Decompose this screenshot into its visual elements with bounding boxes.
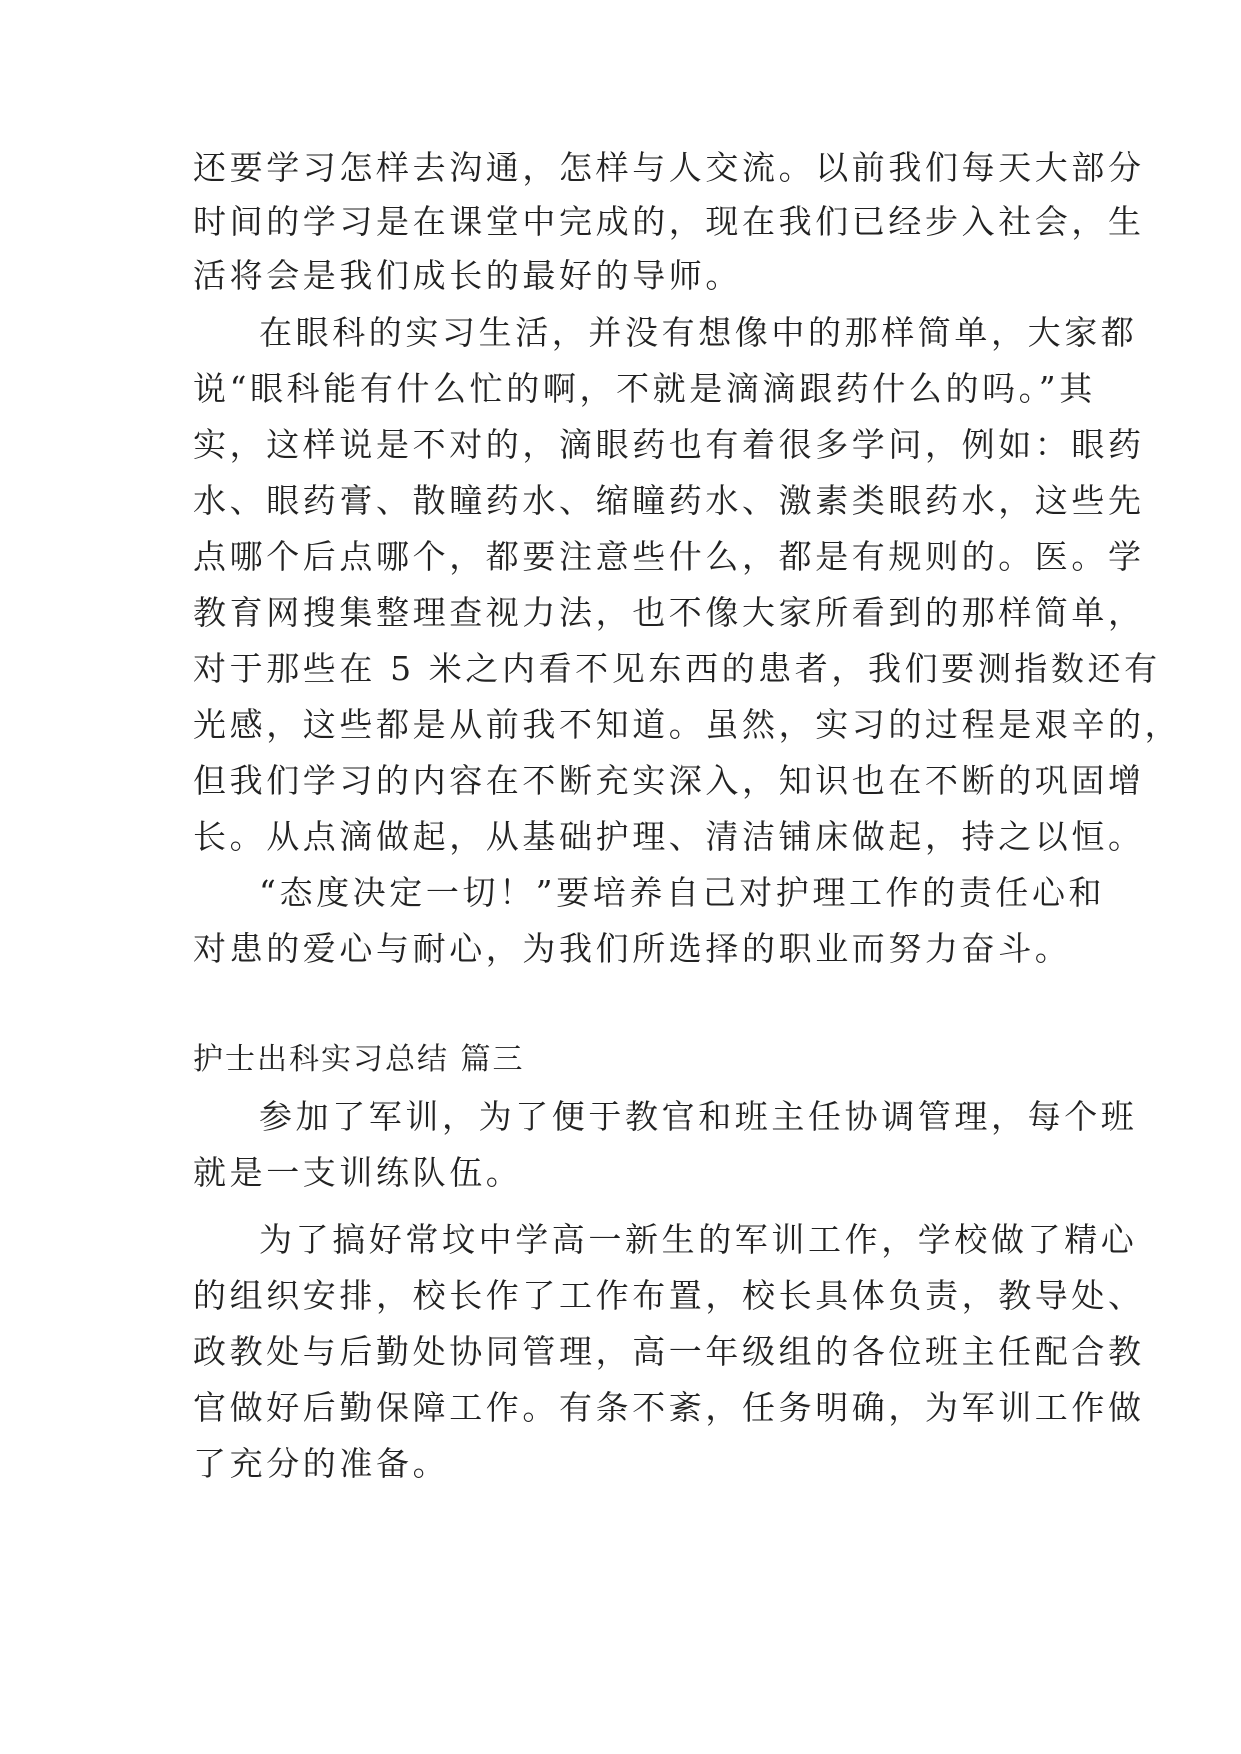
paragraph-line: 参加了军训，为了便于教官和班主任协调管理，每个班: [259, 1097, 1138, 1136]
paragraph-line: 活将会是我们成长的最好的导师。: [193, 256, 742, 295]
paragraph-line: 政教处与后勤处协同管理，高一年级组的各位班主任配合教: [193, 1332, 1145, 1371]
paragraph-line: 实，这样说是不对的，滴眼药也有着很多学问，例如：眼药: [193, 425, 1145, 464]
paragraph-line: 点哪个后点哪个，都要注意些什么，都是有规则的。医。学: [193, 537, 1145, 576]
paragraph-line: 的组织安排，校长作了工作布置，校长具体负责，教导处、: [193, 1276, 1145, 1315]
paragraph-line: 还要学习怎样去沟通，怎样与人交流。以前我们每天大部分: [193, 148, 1145, 187]
paragraph-line: 水、眼药膏、散瞳药水、缩瞳药水、激素类眼药水，这些先: [193, 481, 1145, 520]
paragraph-line: 对患的爱心与耐心，为我们所选择的职业而努力奋斗。: [193, 929, 1072, 968]
paragraph-line: 在眼科的实习生活，并没有想像中的那样简单，大家都: [259, 313, 1138, 352]
paragraph-line: 对于那些在 5 米之内看不见东西的患者，我们要测指数还有: [193, 649, 1161, 688]
paragraph-line: “态度决定一切！”要培养自己对护理工作的责任心和: [259, 873, 1106, 912]
paragraph-line: 长。从点滴做起，从基础护理、清洁铺床做起，持之以恒。: [193, 817, 1145, 856]
paragraph-line: 了充分的准备。: [193, 1444, 450, 1483]
paragraph-line: 就是一支训练队伍。: [193, 1153, 523, 1192]
paragraph-line: 但我们学习的内容在不断充实深入，知识也在不断的巩固增: [193, 761, 1145, 800]
paragraph-line: 说“眼科能有什么忙的啊，不就是滴滴跟药什么的吗。”其: [193, 369, 1096, 408]
paragraph-line: 教育网搜集整理查视力法，也不像大家所看到的那样简单，: [193, 593, 1145, 632]
paragraph-line: 光感，这些都是从前我不知道。虽然，实习的过程是艰辛的，: [193, 705, 1182, 744]
paragraph-line: 时间的学习是在课堂中完成的，现在我们已经步入社会，生: [193, 202, 1145, 241]
paragraph-line: 为了搞好常坟中学高一新生的军训工作，学校做了精心: [259, 1220, 1138, 1259]
section-heading: 护士出科实习总结 篇三: [193, 1042, 525, 1077]
paragraph-line: 官做好后勤保障工作。有条不紊，任务明确，为军训工作做: [193, 1388, 1145, 1427]
